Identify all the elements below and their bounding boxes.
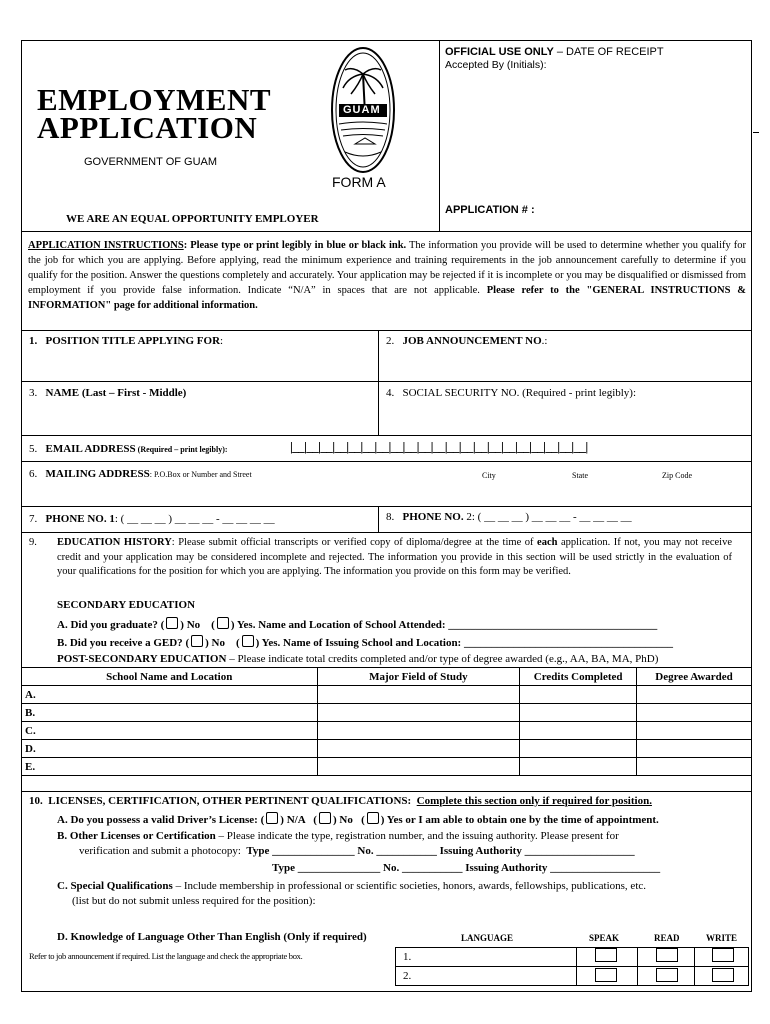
graduate-question: A. Did you graduate? ( ) No ( ) Yes. Name and Location of School Attended: ______________________________________ — [57, 619, 658, 631]
post-secondary-heading: POST-SECONDARY EDUCATION – Please indicate total credits completed and/or type of degree awarded (e.g., AA, BA, MA, PhD) — [57, 653, 659, 665]
table-row: E. — [22, 758, 752, 776]
table-row: C. — [22, 722, 752, 740]
seal-text: GUAM — [343, 104, 381, 116]
license-entry-line-1[interactable]: verification and submit a photocopy: Type _______________ No. ___________ Issuing Authority ____________________ — [79, 845, 635, 857]
ssn-field[interactable] — [386, 402, 746, 432]
ged-yes-checkbox[interactable] — [242, 635, 254, 647]
other-licenses-text: B. Other Licenses or Certification – Please indicate the type, registration number, and the issuing authority. Please present for — [57, 830, 619, 842]
mailing-address-label: 6. MAILING ADDRESS: P.O.Box or Number and Street — [29, 468, 252, 480]
ssn-label: 4. SOCIAL SECURITY NO. (Required - print legibly): — [386, 387, 637, 399]
read-checkbox-1[interactable] — [656, 948, 678, 962]
government-label: GOVERNMENT OF GUAM — [84, 156, 218, 168]
read-checkbox-2[interactable] — [656, 968, 678, 982]
language-row-1[interactable]: 1. — [403, 951, 412, 963]
graduate-yes-checkbox[interactable] — [217, 617, 229, 629]
form-title-line2: APPLICATION — [37, 110, 258, 145]
speak-column-header: SPEAK — [589, 933, 620, 943]
ged-no-checkbox[interactable] — [191, 635, 203, 647]
special-qualifications-note: (list but do not submit unless required for the position): — [72, 895, 316, 907]
special-qualifications-field[interactable] — [72, 910, 742, 930]
speak-checkbox-2[interactable] — [595, 968, 617, 982]
graduate-no-checkbox[interactable] — [166, 617, 178, 629]
license-yes-checkbox[interactable] — [367, 812, 379, 824]
language-row-2[interactable]: 2. — [403, 970, 412, 982]
email-field[interactable]: |__|__|__|__|__|__|__|__|__|__|__|__|__|__|__|__|__|__|__|__|__| — [290, 439, 588, 454]
ged-question: B. Did you receive a GED? ( ) No ( ) Yes. Name of Issuing School and Location: ______________________________________ — [57, 637, 673, 649]
form-title-line1: EMPLOYMENT — [37, 82, 272, 117]
official-use-label: OFFICIAL USE ONLY – DATE OF RECEIPT — [445, 46, 664, 58]
table-row: B. — [22, 704, 752, 722]
mailing-address-field[interactable] — [29, 484, 746, 504]
degree-column-header: Degree Awarded — [637, 668, 752, 686]
name-label: 3. NAME (Last – First - Middle) — [29, 387, 187, 399]
credits-column-header: Credits Completed — [520, 668, 637, 686]
job-announcement-field[interactable] — [386, 350, 746, 378]
write-checkbox-2[interactable] — [712, 968, 734, 982]
drivers-license-question: A. Do you possess a valid Driver’s License: ( ) N/A ( ) No ( ) Yes or I am able to obtain one by the time of appointment. — [57, 814, 659, 826]
licenses-heading: 10. LICENSES, CERTIFICATION, OTHER PERTINENT QUALIFICATIONS: Complete this section only if required for position. — [29, 795, 652, 807]
position-title-label: 1. POSITION TITLE APPLYING FOR: — [29, 335, 224, 347]
education-number: 9. — [29, 537, 37, 548]
write-checkbox-1[interactable] — [712, 948, 734, 962]
table-row: A. — [22, 686, 752, 704]
job-announcement-label: 2. JOB ANNOUNCEMENT NO.: — [386, 335, 548, 347]
post-secondary-table — [21, 667, 752, 776]
email-label: 5. EMAIL ADDRESS (Required – print legibly): — [29, 443, 228, 455]
language-note: Refer to job announcement if required. List the language and check the appropriate box. — [29, 951, 303, 961]
name-field[interactable] — [29, 402, 374, 432]
zip-label: Zip Code — [662, 471, 692, 480]
license-entry-line-2[interactable]: Type _______________ No. ___________ Issuing Authority ____________________ — [272, 862, 661, 874]
speak-checkbox-1[interactable] — [595, 948, 617, 962]
special-qualifications-text: C. Special Qualifications – Include membership in professional or scientific societies, honors, awards, fellowships, publications, etc. — [57, 880, 647, 892]
guam-seal-icon — [329, 44, 397, 179]
phone2-field[interactable]: 8. PHONE NO. 2: ( __ __ __ ) __ __ __ - __ __ __ __ — [386, 511, 632, 523]
education-history-text: EDUCATION HISTORY: Please submit official transcripts or verified copy of diploma/degree at the time of each application. If not, you may not receive credit and your application may be considered incomplete and rejected. The information you provide in this section will be used strictly in the evaluation of your qualifications for the position for which you are applying. The information you provide on this form may be verified. — [57, 537, 732, 577]
major-column-header: Major Field of Study — [317, 668, 520, 686]
read-column-header: READ — [654, 933, 680, 943]
school-column-header: School Name and Location — [22, 668, 318, 686]
secondary-education-heading: SECONDARY EDUCATION — [57, 599, 196, 611]
application-number-field[interactable] — [445, 218, 735, 230]
license-na-checkbox[interactable] — [266, 812, 278, 824]
language-column-header: LANGUAGE — [461, 933, 514, 943]
equal-opportunity-label: WE ARE AN EQUAL OPPORTUNITY EMPLOYER — [66, 213, 319, 225]
table-row: D. — [22, 740, 752, 758]
license-no-checkbox[interactable] — [319, 812, 331, 824]
position-title-field[interactable] — [29, 350, 374, 378]
state-label: State — [572, 471, 588, 480]
accepted-by-label: Accepted By (Initials): — [445, 59, 547, 71]
application-number-label: APPLICATION # : — [445, 204, 535, 216]
city-label: City — [482, 471, 496, 480]
application-instructions: APPLICATION INSTRUCTIONS: Please type or print legibly in blue or black ink. The information you provide will be used to determine whether you qualify for the job for which you are applying. Before applying, read the minimum experience and training requirements in the job announcement carefully to determine if you qualify for the position. Answer the questions completely and accurately. Your application may be rejected if it is incomplete or you may be disqualified or dismissed from employment if you provide false information. Indicate “N/A” in spaces that are not applicable. Please refer to the "GENERAL INSTRUCTIONS & INFORMATION" page for additional information. — [28, 240, 747, 311]
form-label: FORM A — [332, 174, 386, 190]
write-column-header: WRITE — [706, 933, 738, 943]
language-heading: D. Knowledge of Language Other Than English (Only if required) — [57, 931, 367, 943]
phone1-field[interactable]: 7. PHONE NO. 1: ( __ __ __ ) __ __ __ - __ __ __ __ — [29, 513, 275, 525]
